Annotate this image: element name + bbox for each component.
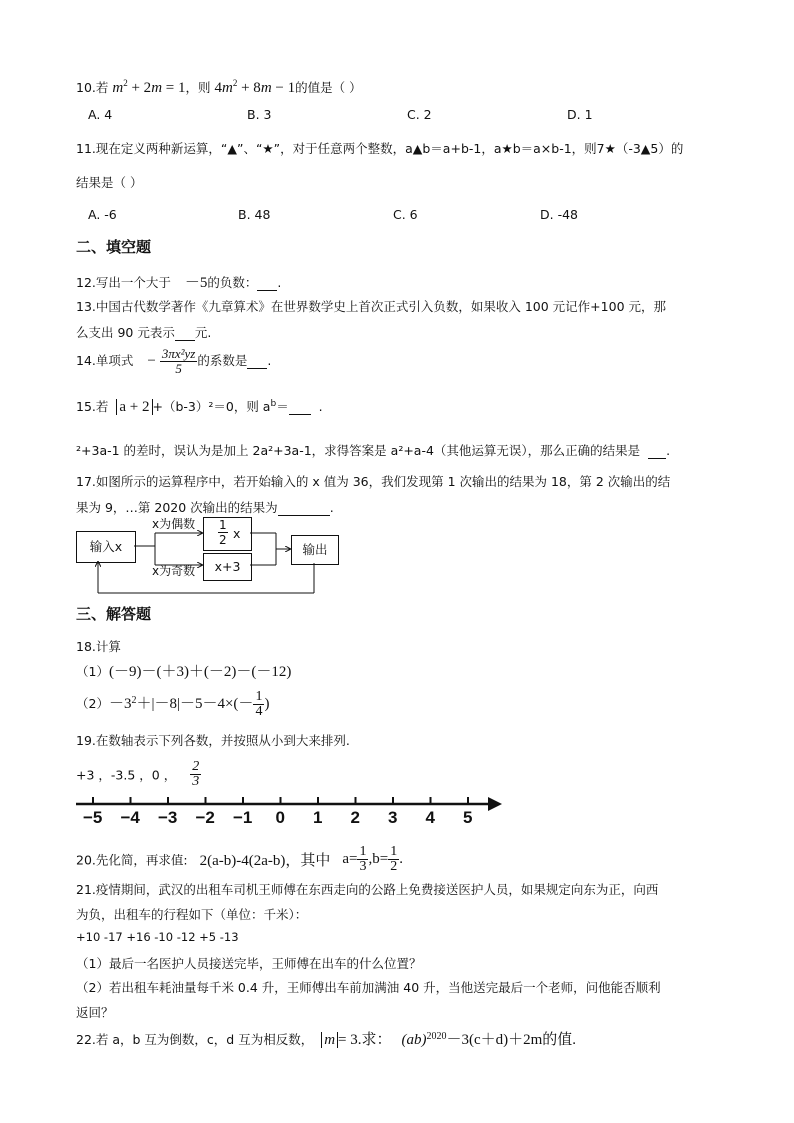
q18-p2-num: 1 [255,689,263,704]
q22-text: 22.若 a，b 互为倒数，c，d 互为相反数， [76,1032,314,1047]
flow-half-den: 2 [219,533,227,547]
q15-exponent: b [270,398,277,409]
number-line-label: 4 [425,808,435,827]
number-line-label: −2 [195,808,215,827]
q11-option-a[interactable]: A. -6 [88,207,117,222]
q11-option-d[interactable]: D. -48 [540,207,578,222]
q10-mid: ，则 [185,80,211,95]
q13-line1: 13.中国古代数学著作《九章算术》在世界数学史上首次正式引入负数，如果收入 100 元记作+100 元，那 [76,299,666,314]
q20-b-den: 2 [390,859,398,874]
q10-option-a[interactable]: A. 4 [88,107,113,122]
q21-part1: （1）最后一名医护人员接送完毕，王师傅在出车的什么位置？ [76,956,422,971]
q17-line2-text: 果为 9，…第 2020 次输出的结果为 [76,500,278,515]
flow-input-label: 输入x [89,539,123,554]
section-title-fill-blank: 二、填空题 [76,238,152,256]
q15-mid: +（b-3）²＝0，则 a [152,399,271,414]
q11-option-b[interactable]: B. 48 [238,207,271,222]
number-line-label: −5 [83,808,103,827]
q19-frac-den: 3 [192,774,200,789]
q22-abs-m: m [321,1032,338,1048]
q18-p2-den: 4 [255,704,263,719]
q20 [76,845,403,874]
q10-option-c[interactable]: C. 2 [407,107,432,122]
q12-prefix: 12.写出一个大于 [76,275,171,290]
q18-p2-label: （2） [76,696,109,711]
q22-expr: (ab) [401,1032,427,1048]
q18-p1-label: （1） [76,664,109,679]
q22 [76,1028,576,1049]
q14-denominator: 5 [175,361,182,376]
q20-prefix: 20.先化简，再求值: [76,852,188,868]
number-line-label: 2 [350,808,360,827]
q14-numerator: 3πx²yz [161,346,196,361]
q20-b-fraction [388,845,399,874]
q20-a-num: 1 [359,844,367,859]
section-title-solve: 三、解答题 [76,605,152,623]
q11-option-c[interactable]: C. 6 [393,207,418,222]
q10-option-d[interactable]: D. 1 [567,107,593,122]
q18-p2-c: ) [264,696,270,712]
q15-prefix: 15.若 [76,399,109,414]
q10-expression: $4m^2 + 8m - 1$ [214,78,296,96]
q19-numbers [76,760,201,789]
flow-even-label: x为偶数 [152,517,196,531]
q18-part1 [76,660,291,681]
q20-a-fraction [357,845,368,874]
q16: ²+3a-1 的差时，误认为是加上 2a²+3a-1，求得答案是 a²+a-4（其他运算无误），那么正确的结果是 . [76,443,671,458]
q21-part2a: （2）若出租车耗油量每千米 0.4 升，王师傅出车前加满油 40 升，当他送完最后一个老师，问他能否顺利 [76,980,661,995]
q14-prefix: 14.单项式 [76,353,134,368]
q13-line2b: 元. [194,325,212,340]
flow-odd-label: x为奇数 [152,564,196,578]
q18-part2 [76,690,269,719]
flow-plus3-label: x+3 [214,559,241,574]
q17-line2: 果为 9，…第 2020 次输出的结果为 . [76,500,334,515]
q11-line2: 结果是（ ） [76,175,143,190]
q12: 12.写出一个大于 －5的负数： . [76,275,282,291]
q12-suffix: 的负数： [207,275,258,290]
q18-title: 18.计算 [76,639,121,654]
q10-option-b[interactable]: B. 3 [247,107,272,122]
number-line-label: −1 [233,808,253,827]
q20-a-eq: a= [342,851,358,867]
q19-numbers-text: +3 ，-3.5 ，0 ， [76,767,177,783]
flow-half-num: 1 [219,518,227,532]
q18-p2-sup: 2 [131,694,137,706]
q14: 14.单项式 − $\frac{\text{3πx²yz}}{5}$ 的系数是 . [76,346,272,376]
number-line-label: 1 [313,808,323,827]
q15: 15.若 a + 2 +（b-3）²＝0，则 $a^b=$ . [76,398,323,415]
q13-line2a: 么支出 90 元表示 [76,325,175,340]
number-line-label: −4 [120,808,140,827]
q12-math: －5 [184,275,208,291]
q15-absolute-value: a + 2 [116,399,152,415]
q10-prefix: 10.若 [76,80,109,95]
q21-line2: 为负，出租车的行程如下（单位：千米）： [76,907,308,922]
number-line-label: 3 [388,808,398,827]
q18-p2-b: ＋|－8|－5－4×(－ [136,696,254,712]
q22-tail: －3(c＋d)＋2m的值. [446,1032,577,1048]
q18-p2-a: －3 [108,696,132,712]
q20-b-eq: ,b= [368,851,389,867]
q19-fraction [190,760,201,789]
number-line-label: 5 [463,808,473,827]
q22-eq: = 3.求： [338,1032,392,1048]
q15-equals: ＝ [276,399,289,414]
q16-text: ²+3a-1 的差时，误认为是加上 2a²+3a-1，求得答案是 a²+a-4（其他运算无误），那么正确的结果是 [76,443,641,458]
q11-line1: 11.现在定义两种新运算，“▲”、“★”，对于任意两个整数，a▲b＝a+b-1，a★b＝a×b-1，则7★（-3▲5）的 [76,141,684,156]
q14-suffix: 的系数是 [197,353,248,368]
q20-a-den: 3 [359,859,367,874]
q10-suffix: 的值是（ ） [295,80,362,95]
q19-frac-num: 2 [192,759,200,774]
q17-line1: 17.如图所示的运算程序中，若开始输入的 x 值为 36，我们发现第 1 次输出的结果为 18，第 2 次输出的结 [76,474,671,489]
q10-condition: $m^2 + 2m = 1$ [112,78,186,96]
flow-output-label: 输出 [302,542,328,557]
q21-part2b: 返回？ [76,1005,114,1020]
q18-p2-fraction [253,690,264,719]
q22-exponent: 2020 [426,1030,447,1042]
q20-end: . [399,851,403,867]
q21-line1: 21.疫情期间，武汉的出租车司机王师傅在东西走向的公路上免费接送医护人员，如果规定向东为正，向西 [76,882,659,897]
q19-title: 19.在数轴表示下列各数，并按照从小到大来排列. [76,733,350,748]
number-line-label: 0 [275,808,285,827]
number-line-label: −3 [158,808,178,827]
flow-half-var: x [233,526,241,541]
q20-b-num: 1 [390,844,398,859]
q20-expr: 2(a-b)-4(2a-b)，其中 [199,853,331,869]
q21-data: +10 -17 +16 -10 -12 +5 -13 [76,930,239,944]
q18-p1-expr: (－9)－(＋3)＋(－2)－(－12) [108,664,292,680]
